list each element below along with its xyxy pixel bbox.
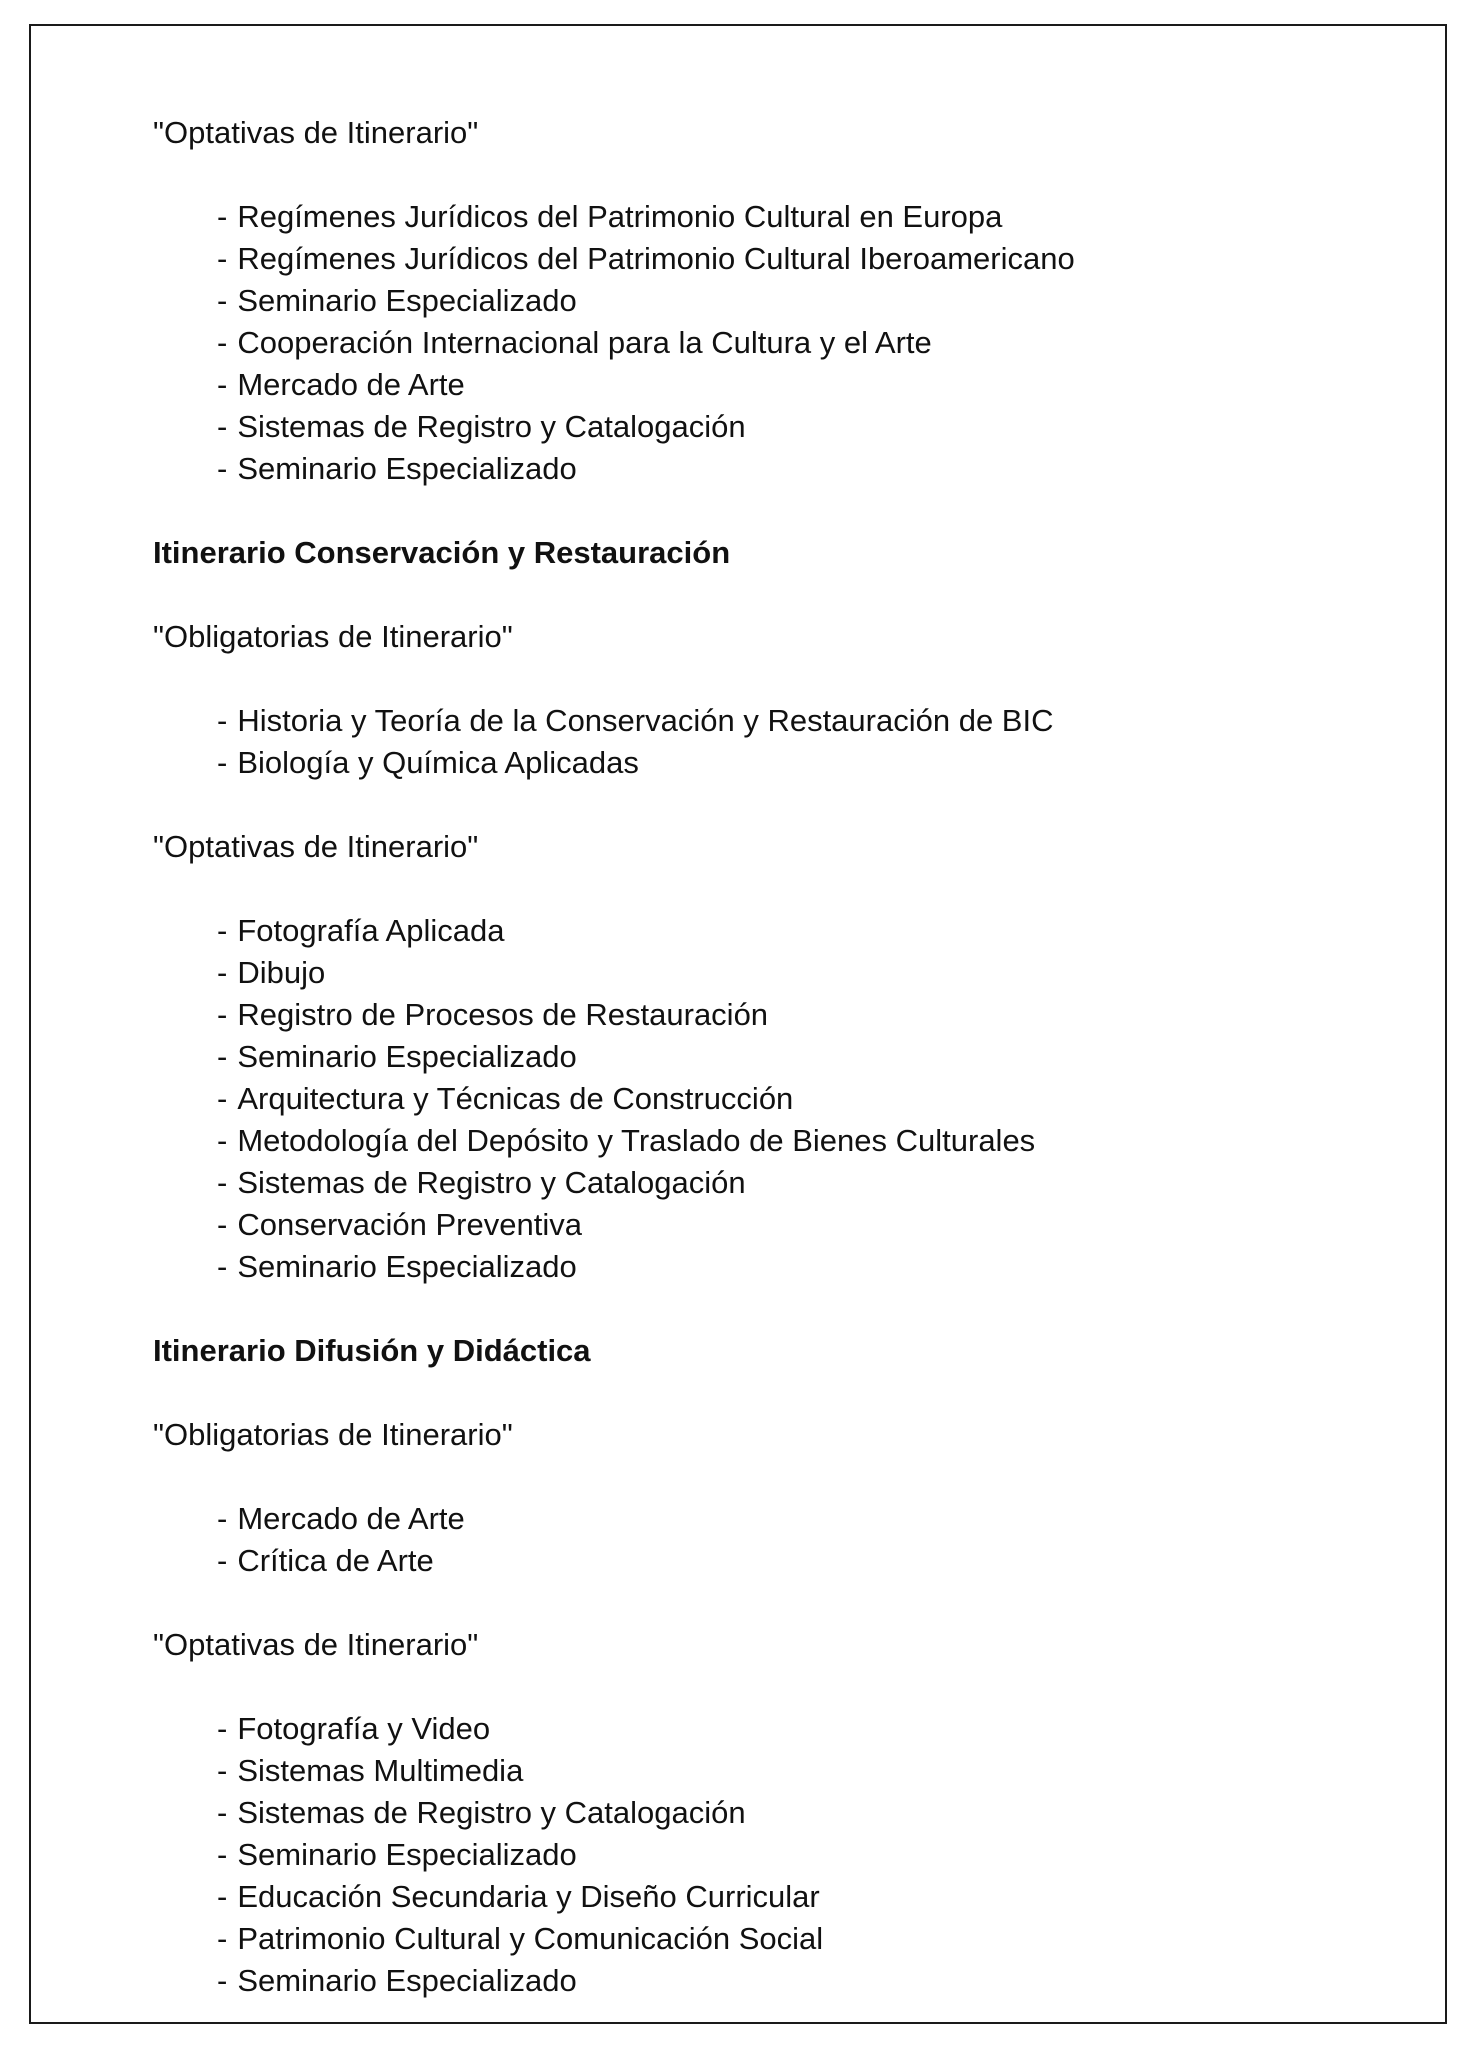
list-item: - Conservación Preventiva xyxy=(217,1207,582,1242)
list-item: - Educación Secundaria y Diseño Curricular xyxy=(217,1879,820,1914)
list-item: - Seminario Especializado xyxy=(217,451,577,486)
section-label: "Optativas de Itinerario" xyxy=(153,1627,479,1662)
list-item: - Seminario Especializado xyxy=(217,1039,577,1074)
section-label: "Obligatorias de Itinerario" xyxy=(153,1417,513,1452)
list-item: - Seminario Especializado xyxy=(217,283,577,318)
section-label: "Obligatorias de Itinerario" xyxy=(153,619,513,654)
itinerary-heading: Itinerario Difusión y Didáctica xyxy=(153,1333,591,1368)
list-item: - Seminario Especializado xyxy=(217,1837,577,1872)
list-item: - Mercado de Arte xyxy=(217,367,465,402)
course-list xyxy=(217,1498,1403,1582)
list-item: - Sistemas de Registro y Catalogación xyxy=(217,1165,746,1200)
course-list xyxy=(217,196,1403,490)
course-list xyxy=(217,700,1403,784)
list-item: - Fotografía Aplicada xyxy=(217,913,505,948)
list-item: - Metodología del Depósito y Traslado de Bienes Culturales xyxy=(217,1123,1036,1158)
list-item: - Biología y Química Aplicadas xyxy=(217,745,639,780)
list-item: - Fotografía y Video xyxy=(217,1711,491,1746)
list-item: - Mercado de Arte xyxy=(217,1501,465,1536)
list-item: - Seminario Especializado xyxy=(217,1963,577,1998)
section-label: "Optativas de Itinerario" xyxy=(153,829,479,864)
list-item: - Crítica de Arte xyxy=(217,1543,434,1578)
list-item: - Registro de Procesos de Restauración xyxy=(217,997,769,1032)
list-item: - Seminario Especializado xyxy=(217,1249,577,1284)
document-body xyxy=(153,112,1403,2044)
list-item: - Regímenes Jurídicos del Patrimonio Cultural Iberoamericano xyxy=(217,241,1075,276)
list-item: - Cooperación Internacional para la Cultura y el Arte xyxy=(217,325,932,360)
list-item: - Sistemas de Registro y Catalogación xyxy=(217,409,746,444)
course-list xyxy=(217,1708,1403,2002)
list-item: - Dibujo xyxy=(217,955,326,990)
list-item: - Sistemas de Registro y Catalogación xyxy=(217,1795,746,1830)
list-item: - Historia y Teoría de la Conservación y Restauración de BIC xyxy=(217,703,1054,738)
itinerary-heading: Itinerario Conservación y Restauración xyxy=(153,535,731,570)
course-list xyxy=(217,910,1403,1288)
section-label: "Optativas de Itinerario" xyxy=(153,115,479,150)
list-item: - Arquitectura y Técnicas de Construcción xyxy=(217,1081,794,1116)
list-item: - Patrimonio Cultural y Comunicación Social xyxy=(217,1921,824,1956)
list-item: - Regímenes Jurídicos del Patrimonio Cultural en Europa xyxy=(217,199,1003,234)
list-item: - Sistemas Multimedia xyxy=(217,1753,524,1788)
